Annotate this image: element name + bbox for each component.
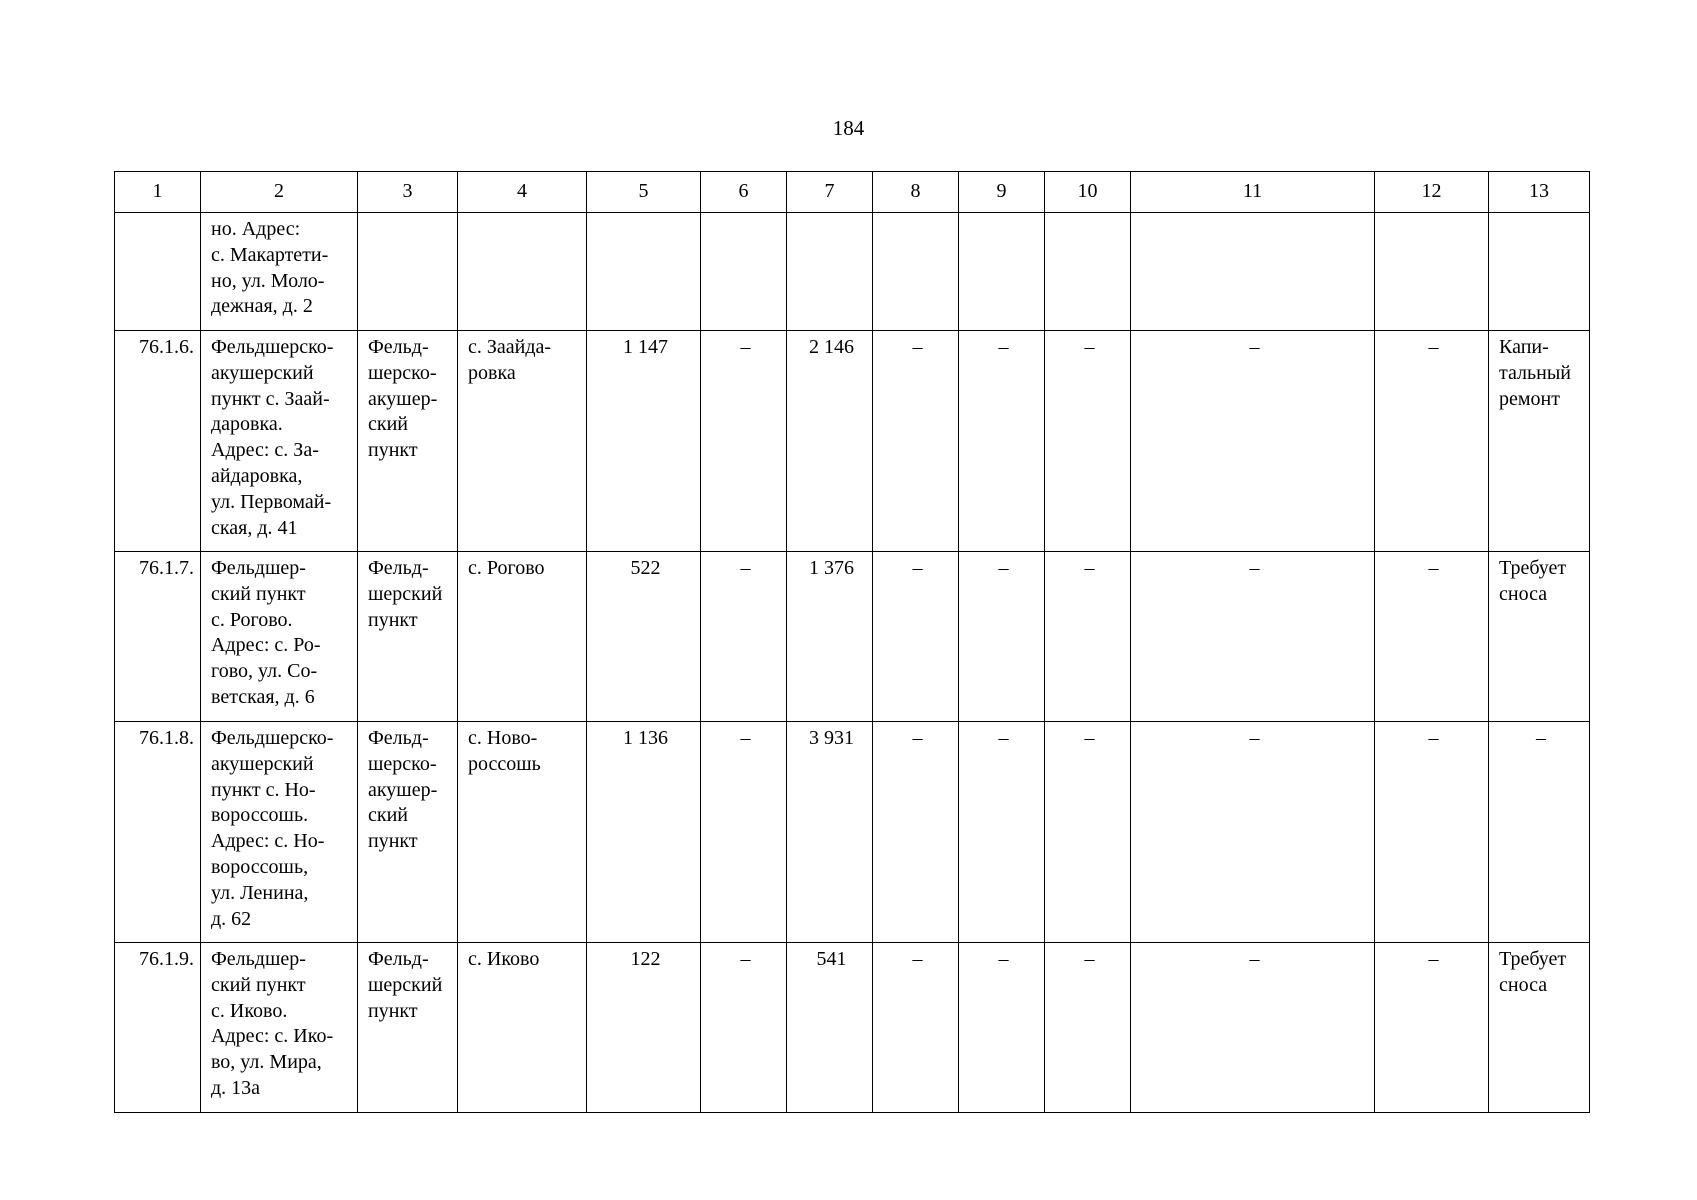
value-cell-7: 3 931 <box>787 722 873 943</box>
value-cell-12: – <box>1375 722 1489 943</box>
object-type-cell: Фельд- шерско- акушер- ский пункт <box>358 331 458 552</box>
value-cell-6: – <box>701 943 787 1113</box>
table-row <box>115 943 1590 1113</box>
value-cell-10: – <box>1045 552 1131 722</box>
table-cell <box>1131 213 1375 331</box>
value-cell-11: – <box>1131 943 1375 1113</box>
table-row <box>115 722 1590 943</box>
table-cell <box>587 213 701 331</box>
value-cell-6: – <box>701 552 787 722</box>
table-cell <box>1045 213 1131 331</box>
value-cell-5: 522 <box>587 552 701 722</box>
location-cell: с. Ново- россошь <box>458 722 587 943</box>
object-name-cell: Фельдшер- ский пункт с. Иково. Адрес: с. Ико- во, ул. Мира, д. 13а <box>201 943 358 1113</box>
value-cell-8: – <box>873 943 959 1113</box>
table-header-row <box>115 172 1590 213</box>
row-id-cell: 76.1.9. <box>115 943 201 1113</box>
column-header: 9 <box>959 172 1045 213</box>
value-cell-9: – <box>959 331 1045 552</box>
value-cell-7: 1 376 <box>787 552 873 722</box>
column-header: 6 <box>701 172 787 213</box>
value-cell-6: – <box>701 331 787 552</box>
value-cell-8: – <box>873 722 959 943</box>
column-header: 13 <box>1489 172 1590 213</box>
table-cell <box>873 213 959 331</box>
data-table <box>114 171 1590 1113</box>
column-header: 4 <box>458 172 587 213</box>
column-header: 8 <box>873 172 959 213</box>
column-header: 1 <box>115 172 201 213</box>
row-id-cell: 76.1.8. <box>115 722 201 943</box>
table-cell <box>458 213 587 331</box>
value-cell-11: – <box>1131 331 1375 552</box>
row-id-cell: 76.1.7. <box>115 552 201 722</box>
status-cell: Требует сноса <box>1489 943 1590 1113</box>
table-cell <box>959 213 1045 331</box>
table-cell <box>358 213 458 331</box>
object-type-cell: Фельд- шерский пункт <box>358 943 458 1113</box>
location-cell: с. Иково <box>458 943 587 1113</box>
value-cell-5: 1 136 <box>587 722 701 943</box>
value-cell-5: 122 <box>587 943 701 1113</box>
table-row-continuation <box>115 213 1590 331</box>
table-cell <box>787 213 873 331</box>
status-cell: Капи- тальный ремонт <box>1489 331 1590 552</box>
object-name-cell: Фельдшерско- акушерский пункт с. Заай- даровка. Адрес: с. За- айдаровка, ул. Первомай- ская, д. 41 <box>201 331 358 552</box>
table-row <box>115 331 1590 552</box>
value-cell-10: – <box>1045 331 1131 552</box>
value-cell-9: – <box>959 943 1045 1113</box>
value-cell-10: – <box>1045 722 1131 943</box>
value-cell-11: – <box>1131 552 1375 722</box>
column-header: 3 <box>358 172 458 213</box>
value-cell-12: – <box>1375 943 1489 1113</box>
value-cell-7: 541 <box>787 943 873 1113</box>
object-name-cell: Фельдшерско- акушерский пункт с. Но- вороссошь. Адрес: с. Но- вороссошь, ул. Ленина, д. 62 <box>201 722 358 943</box>
table-cell <box>115 213 201 331</box>
table-cell <box>701 213 787 331</box>
column-header: 10 <box>1045 172 1131 213</box>
value-cell-9: – <box>959 722 1045 943</box>
location-cell: с. Рогово <box>458 552 587 722</box>
value-cell-8: – <box>873 331 959 552</box>
value-cell-8: – <box>873 552 959 722</box>
value-cell-9: – <box>959 552 1045 722</box>
value-cell-6: – <box>701 722 787 943</box>
column-header: 12 <box>1375 172 1489 213</box>
value-cell-5: 1 147 <box>587 331 701 552</box>
row-id-cell: 76.1.6. <box>115 331 201 552</box>
value-cell-10: – <box>1045 943 1131 1113</box>
value-cell-11: – <box>1131 722 1375 943</box>
value-cell-12: – <box>1375 331 1489 552</box>
object-type-cell: Фельд- шерский пункт <box>358 552 458 722</box>
column-header: 11 <box>1131 172 1375 213</box>
table-cell <box>1375 213 1489 331</box>
object-name-cell: Фельдшер- ский пункт с. Рогово. Адрес: с. Ро- гово, ул. Со- ветская, д. 6 <box>201 552 358 722</box>
page-number: 184 <box>832 116 865 140</box>
location-cell: с. Заайда- ровка <box>458 331 587 552</box>
column-header: 2 <box>201 172 358 213</box>
object-name-cell: но. Адрес: с. Макартети- но, ул. Моло- дежная, д. 2 <box>201 213 358 331</box>
column-header: 5 <box>587 172 701 213</box>
table-cell <box>1489 213 1590 331</box>
value-cell-7: 2 146 <box>787 331 873 552</box>
status-cell: Требует сноса <box>1489 552 1590 722</box>
table-row <box>115 552 1590 722</box>
status-cell: – <box>1489 722 1590 943</box>
value-cell-12: – <box>1375 552 1489 722</box>
column-header: 7 <box>787 172 873 213</box>
object-type-cell: Фельд- шерско- акушер- ский пункт <box>358 722 458 943</box>
